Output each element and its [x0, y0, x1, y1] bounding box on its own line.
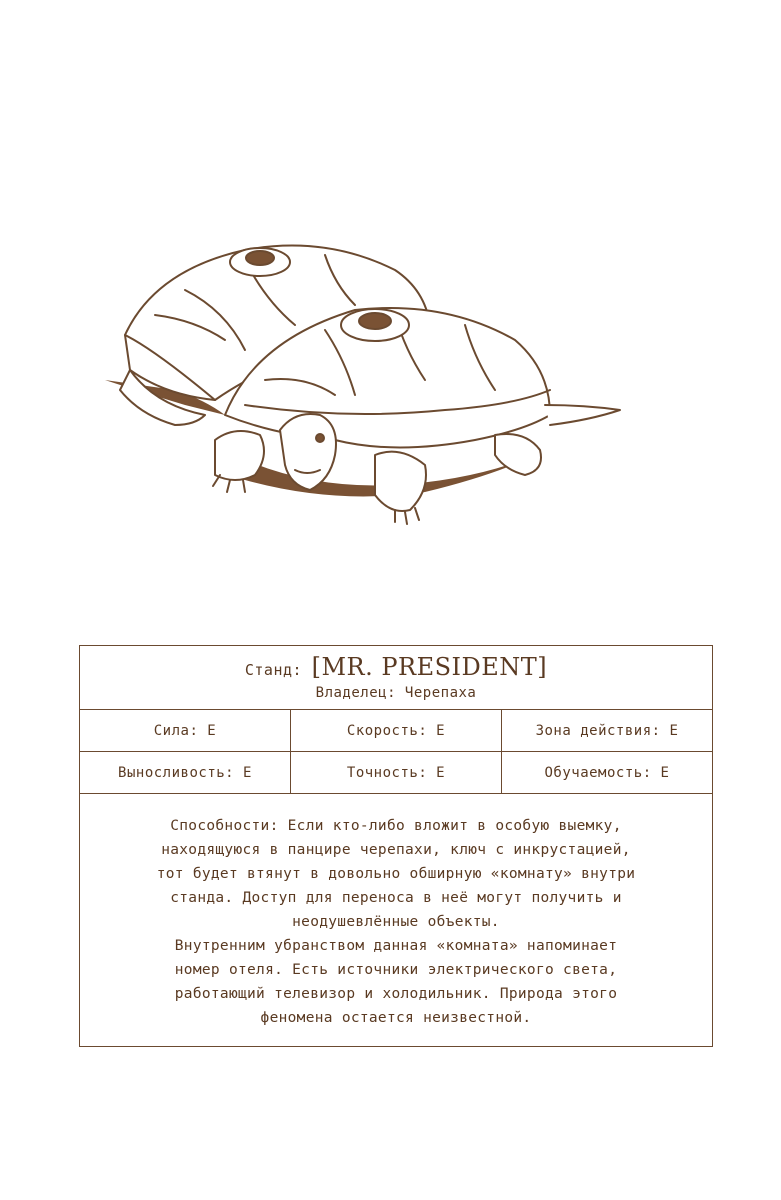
stand-name: [MR. PRESIDENT]	[311, 653, 548, 681]
stat-learning: Обучаемость: E	[544, 764, 670, 781]
abilities-line: находящуюся в панцире черепахи, ключ с инкрустацией,	[161, 842, 631, 858]
turtles-illustration	[95, 230, 635, 540]
stat-power: Сила: E	[80, 710, 291, 751]
abilities-line: Способности: Если кто-либо вложит в особую выемку,	[170, 818, 622, 834]
card-header	[80, 646, 712, 710]
abilities-line: тот будет втянут в довольно обширную «комнату» внутри	[156, 866, 636, 882]
abilities-line: станда. Доступ для переноса в неё могут получить и	[170, 890, 622, 906]
abilities-line: номер отеля. Есть источники электрического света,	[174, 962, 618, 978]
stat-durability: Выносливость: E	[80, 752, 291, 793]
stand-label: Станд:	[244, 661, 303, 679]
stat-range: Зона действия: E	[535, 722, 679, 739]
stats-row-1	[80, 710, 712, 752]
stats-row-2	[80, 752, 712, 794]
owner-line: Владелец: Черепаха	[315, 685, 477, 701]
abilities-line: работающий телевизор и холодильник. Природа этого	[174, 986, 618, 1002]
abilities-line: неодушевлённые объекты.	[292, 914, 500, 930]
stand-title	[80, 654, 712, 683]
stat-speed: Скорость: E	[291, 710, 502, 751]
two-turtles-illustration-icon	[95, 230, 635, 540]
abilities-description	[80, 794, 712, 1030]
stand-info-card	[79, 645, 713, 1047]
abilities-line: Внутренним убранством данная «комната» напоминает	[174, 938, 618, 954]
stat-precision: Точность: E	[291, 752, 502, 793]
abilities-line: феномена остается неизвестной.	[260, 1010, 532, 1026]
